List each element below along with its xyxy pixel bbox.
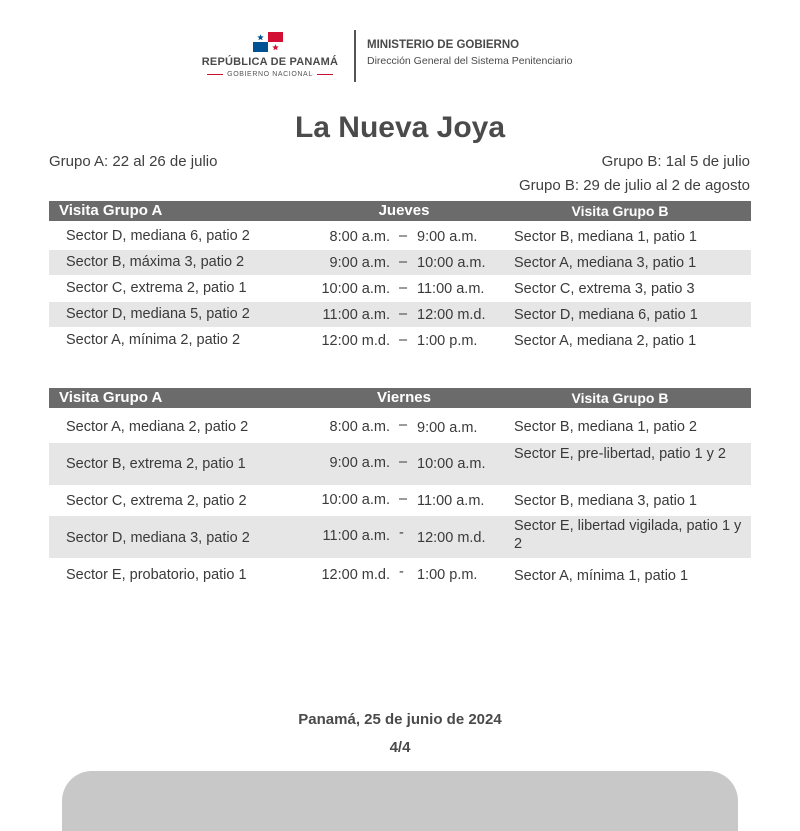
start-time: 12:00 m.d. [321, 567, 390, 583]
table-row [49, 443, 751, 485]
header-day: Jueves [378, 202, 430, 219]
time-dash: – [399, 454, 408, 470]
sector-a: Sector D, mediana 6, patio 2 [66, 228, 250, 244]
thursday-header [49, 201, 751, 221]
table-row [49, 516, 751, 558]
sector-a: Sector D, mediana 3, patio 2 [66, 530, 250, 546]
thursday-rows [49, 224, 751, 354]
page-title: La Nueva Joya [294, 111, 506, 144]
time-dash: - [399, 564, 404, 580]
time-dash: – [399, 491, 408, 507]
end-time: 11:00 a.m. [417, 281, 485, 297]
sector-b: Sector A, mediana 2, patio 1 [514, 333, 697, 349]
friday-rows [49, 408, 751, 594]
start-time: 10:00 a.m. [321, 281, 390, 297]
time-dash: – [399, 417, 408, 433]
republic-label: REPÚBLICA DE PANAMÁ [201, 56, 339, 68]
footer-date: Panamá, 25 de junio de 2024 [298, 711, 502, 728]
sector-a: Sector B, extrema 2, patio 1 [66, 456, 246, 472]
header-divider [354, 30, 356, 82]
end-time: 1:00 p.m. [417, 567, 478, 583]
group-b-dates-1: Grupo B: 1al 5 de julio [601, 153, 750, 170]
end-time: 12:00 m.d. [417, 530, 486, 546]
header-group-b: Visita Grupo B [571, 203, 669, 219]
sector-a: Sector C, extrema 2, patio 2 [66, 493, 247, 509]
table-row [49, 224, 751, 250]
sector-a: Sector D, mediana 5, patio 2 [66, 306, 250, 322]
sector-b: Sector B, mediana 3, patio 1 [514, 493, 697, 509]
sector-a: Sector C, extrema 2, patio 1 [66, 280, 247, 296]
sector-b: Sector A, mediana 3, patio 1 [514, 255, 697, 271]
group-b-dates-2: Grupo B: 29 de julio al 2 de agosto [519, 177, 750, 194]
end-time: 9:00 a.m. [417, 229, 478, 245]
start-time: 9:00 a.m. [329, 455, 390, 471]
end-time: 9:00 a.m. [417, 420, 478, 436]
start-time: 8:00 a.m. [329, 419, 390, 435]
friday-header [49, 388, 751, 408]
header-group-b: Visita Grupo B [571, 390, 669, 406]
sector-b: Sector C, extrema 3, patio 3 [514, 281, 695, 297]
sector-a: Sector A, mínima 2, patio 2 [66, 332, 241, 348]
sector-a: Sector B, máxima 3, patio 2 [66, 254, 245, 270]
friday-schedule [49, 388, 751, 408]
bottom-bar [62, 771, 738, 831]
sector-a: Sector E, probatorio, patio 1 [66, 567, 247, 583]
header-group-a: Visita Grupo A [59, 389, 163, 406]
time-dash: – [399, 306, 408, 322]
sector-b: Sector B, mediana 1, patio 1 [514, 229, 697, 245]
directorate-label: Dirección General del Sistema Penitenciario [367, 55, 573, 67]
end-time: 12:00 m.d. [417, 307, 486, 323]
time-dash: – [399, 254, 408, 270]
end-time: 11:00 a.m. [417, 493, 485, 509]
sector-b: Sector D, mediana 6, patio 1 [514, 307, 698, 323]
start-time: 9:00 a.m. [329, 255, 390, 271]
time-dash: – [399, 228, 408, 244]
start-time: 12:00 m.d. [321, 333, 390, 349]
government-label: GOBIERNO NACIONAL [194, 71, 346, 78]
time-dash: - [399, 525, 404, 541]
table-row [49, 558, 751, 594]
page-number: 4/4 [389, 739, 411, 756]
start-time: 8:00 a.m. [329, 229, 390, 245]
thursday-schedule [49, 201, 751, 221]
ministry-label: MINISTERIO DE GOBIERNO [367, 39, 520, 51]
panama-flag-icon [253, 32, 283, 52]
sector-b: Sector A, mínima 1, patio 1 [514, 568, 689, 584]
group-a-dates: Grupo A: 22 al 26 de julio [49, 153, 218, 170]
end-time: 10:00 a.m. [417, 255, 486, 271]
sector-b: Sector B, mediana 1, patio 2 [514, 419, 697, 435]
start-time: 11:00 a.m. [322, 528, 390, 544]
time-dash: – [399, 280, 408, 296]
table-row [49, 302, 751, 327]
start-time: 10:00 a.m. [321, 492, 390, 508]
header-day: Viernes [377, 389, 431, 406]
header [0, 28, 800, 88]
header-group-a: Visita Grupo A [59, 202, 163, 219]
table-row [49, 327, 751, 354]
table-row [49, 485, 751, 516]
table-row [49, 408, 751, 443]
sector-b: Sector E, libertad vigilada, patio 1 y 2 [514, 518, 742, 552]
time-dash: – [399, 332, 408, 348]
table-row [49, 275, 751, 302]
sector-a: Sector A, mediana 2, patio 2 [66, 419, 249, 435]
start-time: 11:00 a.m. [322, 307, 390, 323]
end-time: 1:00 p.m. [417, 333, 478, 349]
sector-b: Sector E, pre-libertad, patio 1 y 2 [514, 446, 726, 462]
end-time: 10:00 a.m. [417, 456, 486, 472]
table-row [49, 250, 751, 275]
